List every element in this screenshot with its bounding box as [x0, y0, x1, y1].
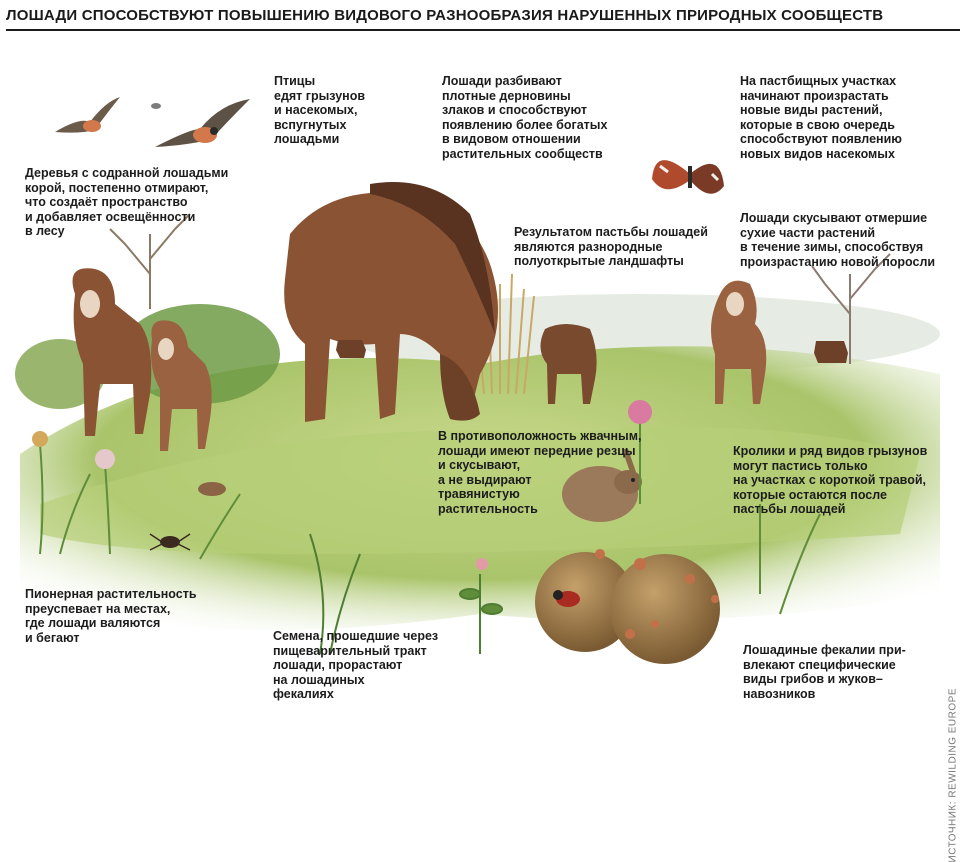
bird-icon	[155, 99, 250, 147]
caption-dung: Лошадиные фекалии при- влекают специфические виды грибов и жуков– навозников	[743, 643, 906, 701]
insect-icon	[151, 103, 161, 109]
caption-birds: Птицы едят грызунов и насекомых, вспугнутых лошадьми	[274, 74, 366, 146]
ground-beetle-icon	[198, 482, 226, 496]
source-credit: ИСТОЧНИК: REWILDING EUROPE	[947, 688, 958, 862]
page-title: ЛОШАДИ СПОСОБСТВУЮТ ПОВЫШЕНИЮ ВИДОВОГО РАЗНООБРАЗИЯ НАРУШЕННЫХ ПРИРОДНЫХ СООБЩЕСТВ	[6, 7, 884, 24]
horse-distant-icon	[336, 340, 366, 358]
caption-pasture-species: На пастбищных участках начинают произрастать новые виды растений, которые в свою очередь способствуют появлению новых видов насекомых	[740, 74, 902, 161]
horse-distant-icon	[814, 341, 848, 363]
bird-icon	[55, 97, 120, 133]
title-rule	[6, 29, 960, 31]
caption-trees: Деревья с содранной лошадьми корой, постепенно отмирают, что создаёт пространство и добавляет освещённости в лесу	[25, 166, 229, 238]
caption-rabbits: Кролики и ряд видов грызунов могут пастись только на участках с короткой травой, которые остаются после пастьбы лошадей	[733, 444, 928, 516]
butterfly-icon	[652, 160, 724, 194]
caption-landscape: Результатом пастьбы лошадей являются разнородные полуоткрытые ландшафты	[514, 225, 708, 268]
caption-pioneer: Пионерная растительность преуспевает на местах, где лошади валяются и бегают	[25, 587, 197, 645]
caption-seeds: Семена, прошедшие через пищеварительный тракт лошади, прорастают на лошадиных фекалиях	[273, 629, 439, 701]
caption-turf: Лошади разбивают плотные дерновины злаков и способствуют появлению более богатых в видовом отношении растительных сообществ	[442, 74, 608, 161]
caption-incisors: В противоположность жвачным, лошади имеют передние резцы и скусывают, а не выдирают травянистую растительность	[438, 429, 642, 516]
horse-grazing-icon	[284, 182, 498, 422]
caption-dry-parts: Лошади скусывают отмершие сухие части растений в течение зимы, способствуя произрастанию новой поросли	[740, 211, 936, 269]
